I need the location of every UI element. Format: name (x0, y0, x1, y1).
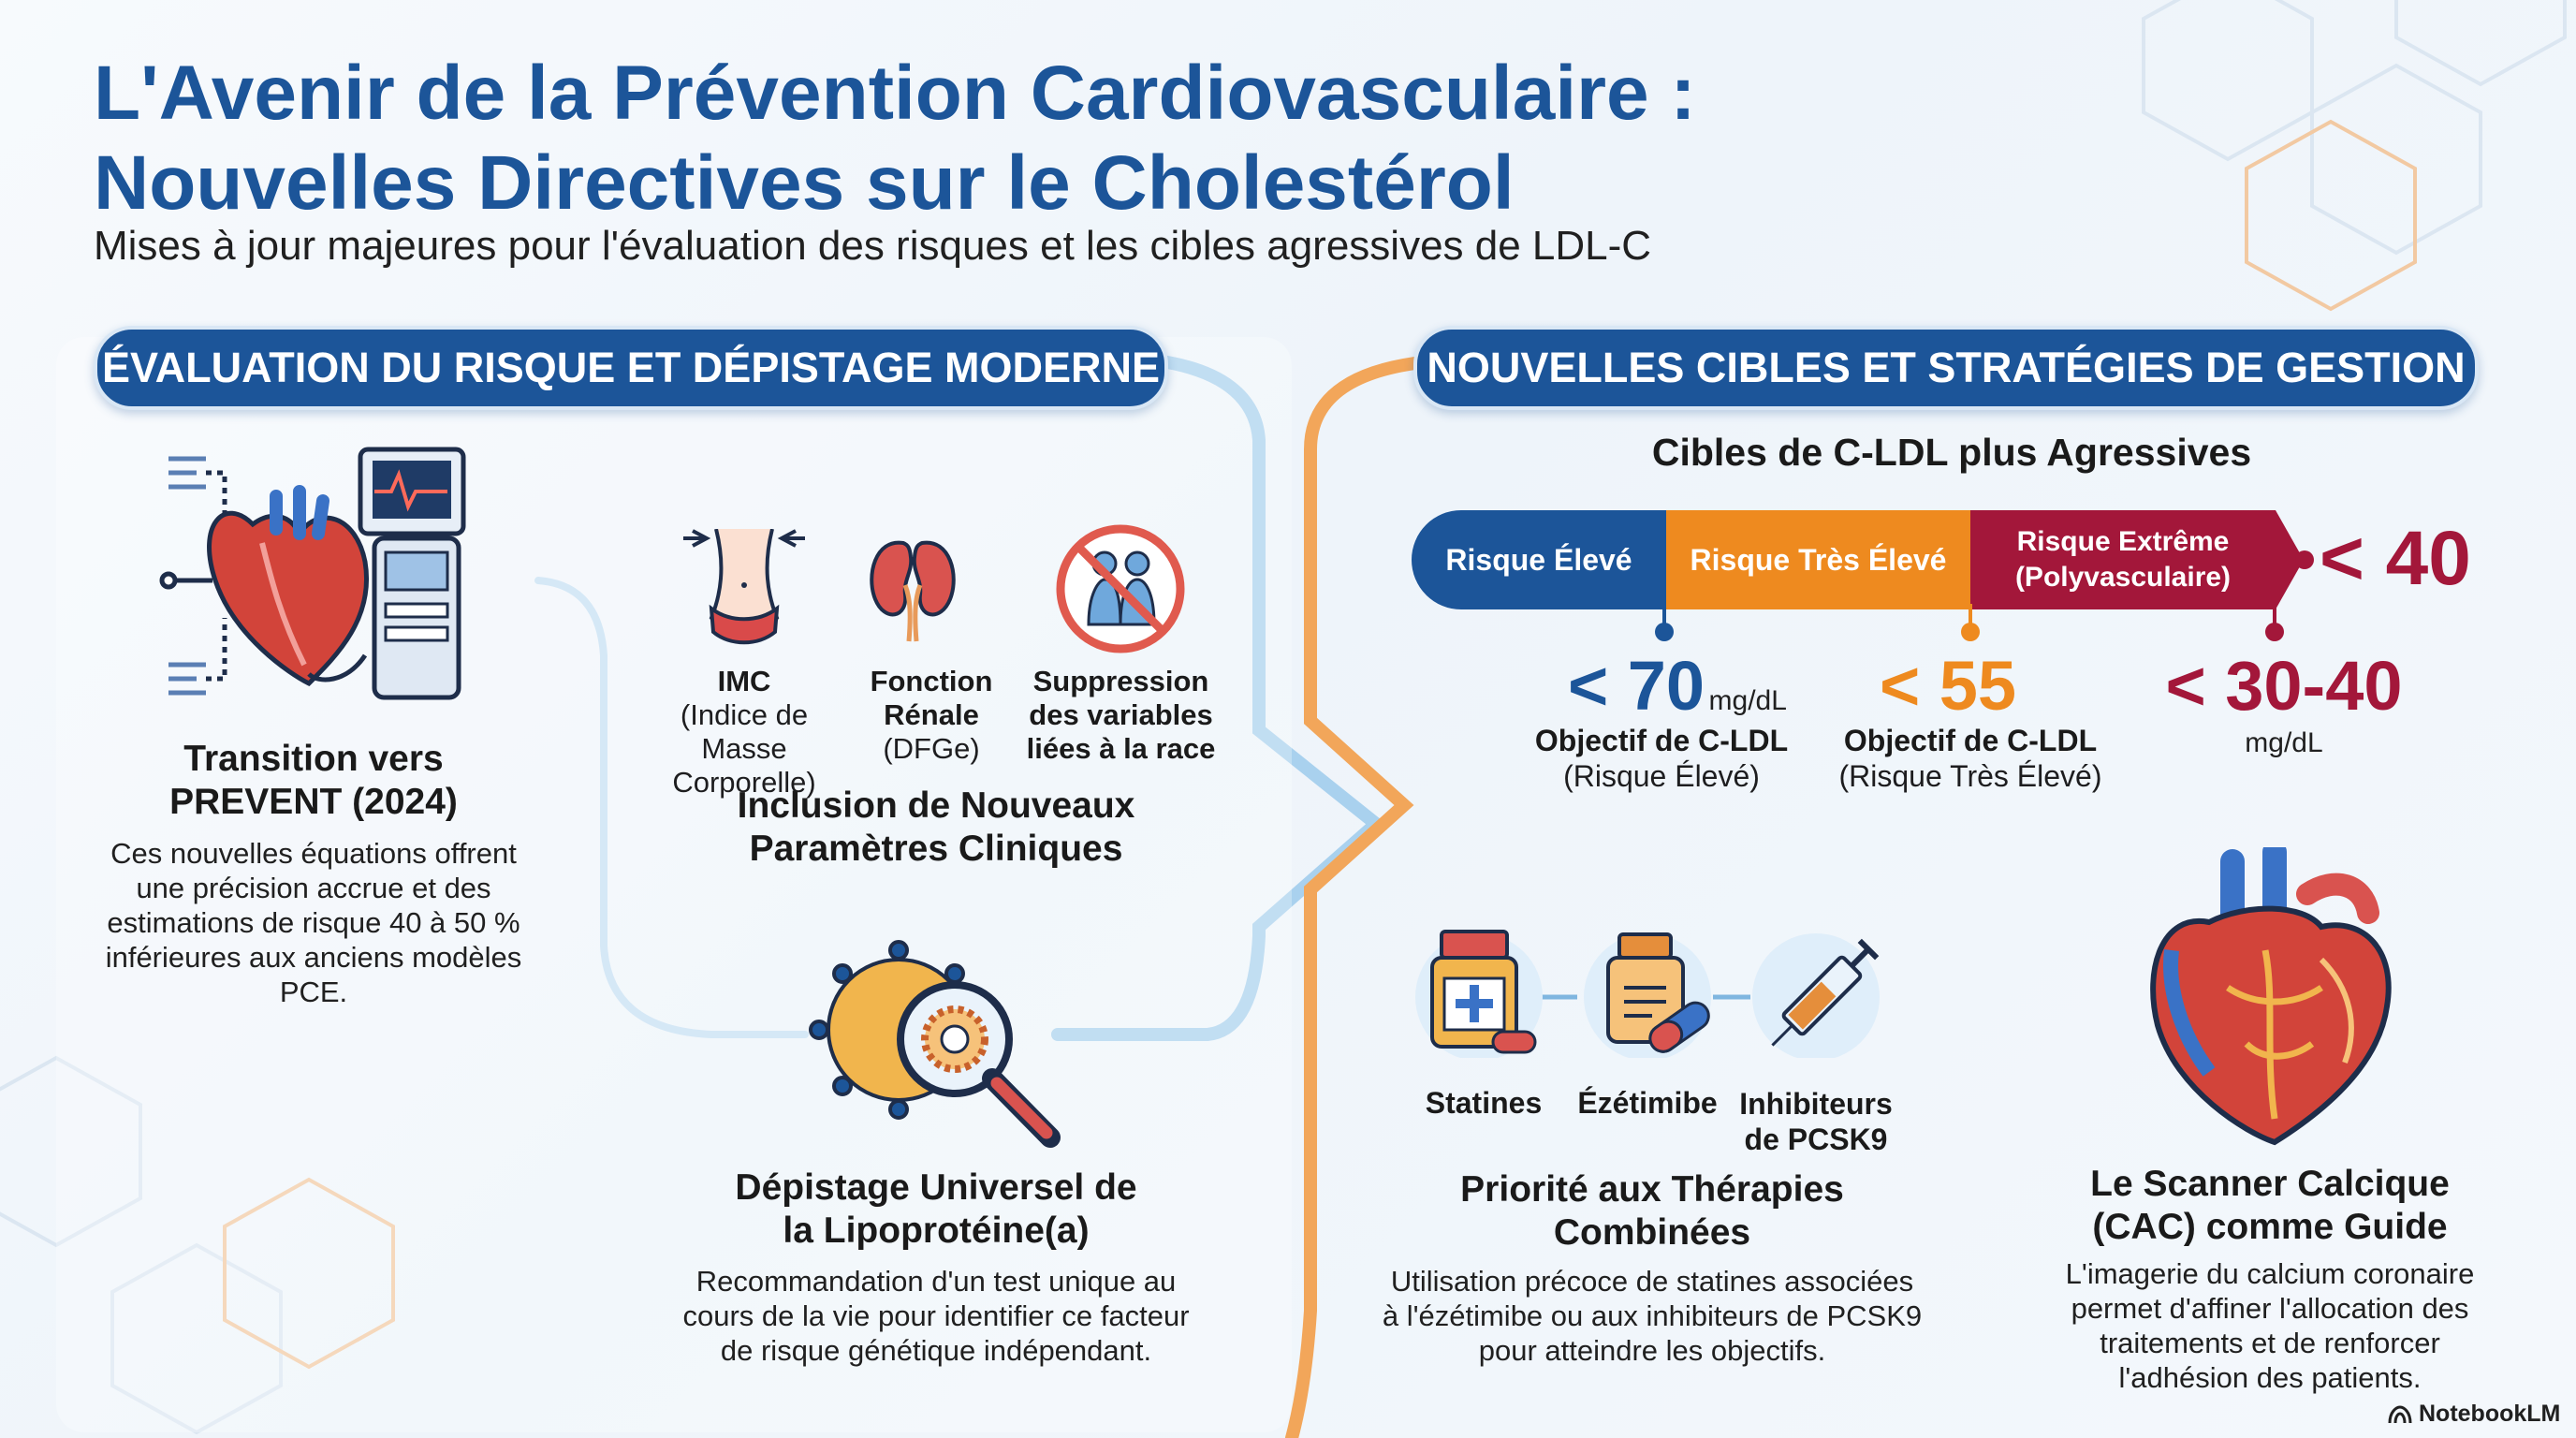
prevent-body (75, 836, 552, 1009)
syringe-icon (1750, 922, 1900, 1063)
target-extreme (2125, 646, 2443, 759)
therapies-body-line: à l'ézétimibe ou aux inhibiteurs de PCSK9 (1382, 1299, 1923, 1332)
tick-dot-high (1655, 623, 1674, 641)
statin-bottle-icon (1418, 927, 1540, 1058)
lpa-title-line-1: Dépistage Universel de (735, 1167, 1137, 1208)
left-section-banner: ÉVALUATION DU RISQUE ET DÉPISTAGE MODERNE (94, 326, 1168, 410)
target-extreme-value: < 30-40 (2165, 647, 2403, 725)
prevent-body-line: Ces nouvelles équations offrent (110, 837, 517, 870)
target-very-high-caption (1821, 723, 2120, 794)
drug-ezetimibe: Ézétimibe (1577, 1086, 1718, 1120)
therapies-body-line: pour atteindre les objectifs. (1478, 1334, 1826, 1367)
param-race-label: Suppression (1032, 665, 1209, 697)
segment-extreme-risk (1970, 510, 2276, 609)
lpa-title-line-2: la Lipoprotéine(a) (783, 1211, 1090, 1251)
lpa-body (637, 1264, 1236, 1368)
target-high-unit: mg/dL (1708, 685, 1787, 716)
extreme-dot (2295, 550, 2314, 569)
params-title-line-1: Inclusion de Nouveaux (737, 785, 1135, 826)
calcium-heart-icon (2134, 847, 2406, 1147)
lpa-body-line: Recommandation d'un test unique au (695, 1265, 1177, 1298)
targets-title: Cibles de C-LDL plus Agressives (1651, 431, 2252, 474)
title-line-1: L'Avenir de la Prévention Cardiovasculaire : (94, 51, 1696, 136)
ezetimibe-bottle-icon (1591, 927, 1713, 1058)
cac-body-line: permet d'affiner l'allocation des (2071, 1292, 2469, 1325)
cac-title-line-1: Le Scanner Calcique (2090, 1164, 2450, 1204)
tick-dot-very-high (1961, 623, 1980, 641)
params-title (655, 785, 1217, 871)
notebooklm-logo-icon (2387, 1404, 2413, 1425)
target-high (1568, 646, 1811, 726)
prevent-title-line-1: Transition vers (183, 739, 444, 779)
drug-pcsk9 (1722, 1086, 1910, 1157)
notebooklm-label: NotebookLM (2419, 1401, 2561, 1427)
segment-very-high-risk: Risque Très Élevé (1666, 510, 1970, 609)
kidney-icon (866, 534, 959, 646)
param-renal-label2: Rénale (884, 698, 979, 731)
lpa-body-line: de risque génétique indépendant. (720, 1334, 1152, 1367)
target-very-high-value: < 55 (1880, 647, 2017, 725)
param-race-label2: des variables (1029, 698, 1213, 731)
prevent-title (94, 738, 534, 824)
param-imc-label: IMC (717, 665, 771, 697)
cac-body-line: traitements et de renforcer (2100, 1327, 2440, 1359)
param-renal (838, 665, 1025, 766)
target-high-value: < 70 (1568, 647, 1705, 725)
param-imc-sub: Corporelle) (672, 766, 816, 799)
page-subtitle: Mises à jour majeures pour l'évaluation des risques et les cibles agressives de LDL-C (94, 223, 1652, 269)
waist-icon (674, 529, 814, 651)
notebooklm-brand (2387, 1401, 2560, 1428)
therapies-body (1348, 1264, 1956, 1368)
param-race (1006, 665, 1236, 766)
drug-statines: Statines (1425, 1086, 1543, 1120)
therapies-body-line: Utilisation précoce de statines associées (1390, 1265, 1914, 1298)
param-imc (637, 665, 852, 800)
target-very-high (1880, 646, 2016, 726)
cac-body-line: L'imagerie du calcium coronaire (2065, 1257, 2475, 1290)
therapies-title-line-2: Combinées (1553, 1212, 1751, 1253)
lpa-body-line: cours de la vie pour identifier ce facteur (682, 1299, 1190, 1332)
prevent-body-line: inférieures aux anciens modèles (105, 941, 522, 974)
target-extreme-unit: mg/dL (2245, 727, 2323, 758)
drug-pcsk9-line-2: de PCSK9 (1744, 1123, 1888, 1156)
drug-pcsk9-line-1: Inhibiteurs (1739, 1087, 1893, 1121)
target-high-caption (1498, 723, 1825, 794)
lipoprotein-magnifier-icon (805, 936, 1076, 1161)
lpa-title (655, 1167, 1217, 1253)
tick-dot-extreme (2265, 623, 2284, 641)
title-line-2: Nouvelles Directives sur le Cholestérol (94, 140, 1515, 226)
target-very-high-label: Objectif de C-LDL (1843, 724, 2098, 757)
target-high-sub: (Risque Élevé) (1563, 759, 1760, 793)
segment-extreme-label2: (Polyvasculaire) (2014, 562, 2232, 593)
heart-monitor-icon (150, 440, 487, 721)
cac-title (2012, 1163, 2527, 1249)
prevent-body-line: une précision accrue et des (136, 872, 491, 904)
prevent-body-line: PCE. (279, 976, 348, 1008)
therapies-title-line-1: Priorité aux Thérapies (1460, 1169, 1844, 1210)
cac-body (2012, 1256, 2527, 1395)
segment-extreme-label: Risque Extrême (2016, 526, 2230, 557)
prevent-body-line: estimations de risque 40 à 50 % (107, 906, 520, 939)
segment-high-risk: Risque Élevé (1412, 510, 1666, 609)
cac-body-line: l'adhésion des patients. (2118, 1361, 2422, 1394)
param-renal-label: Fonction (870, 665, 993, 697)
right-section-banner: NOUVELLES CIBLES ET STRATÉGIES DE GESTION (1413, 326, 2479, 410)
page-title (94, 49, 1696, 228)
no-race-icon (1053, 521, 1189, 657)
prevent-title-line-2: PREVENT (2024) (169, 782, 458, 822)
param-race-label3: liées à la race (1026, 732, 1216, 765)
target-very-high-sub: (Risque Très Élevé) (1838, 759, 2102, 793)
cac-title-line-2: (CAC) comme Guide (2092, 1207, 2448, 1247)
extreme-end-value: < 40 (2320, 516, 2471, 601)
therapies-title (1385, 1168, 1919, 1255)
params-title-line-2: Paramètres Cliniques (749, 829, 1123, 869)
target-high-label: Objectif de C-LDL (1534, 724, 1789, 757)
param-renal-sub: (DFGe) (883, 732, 980, 765)
param-imc-sub: (Indice de Masse (680, 698, 809, 765)
